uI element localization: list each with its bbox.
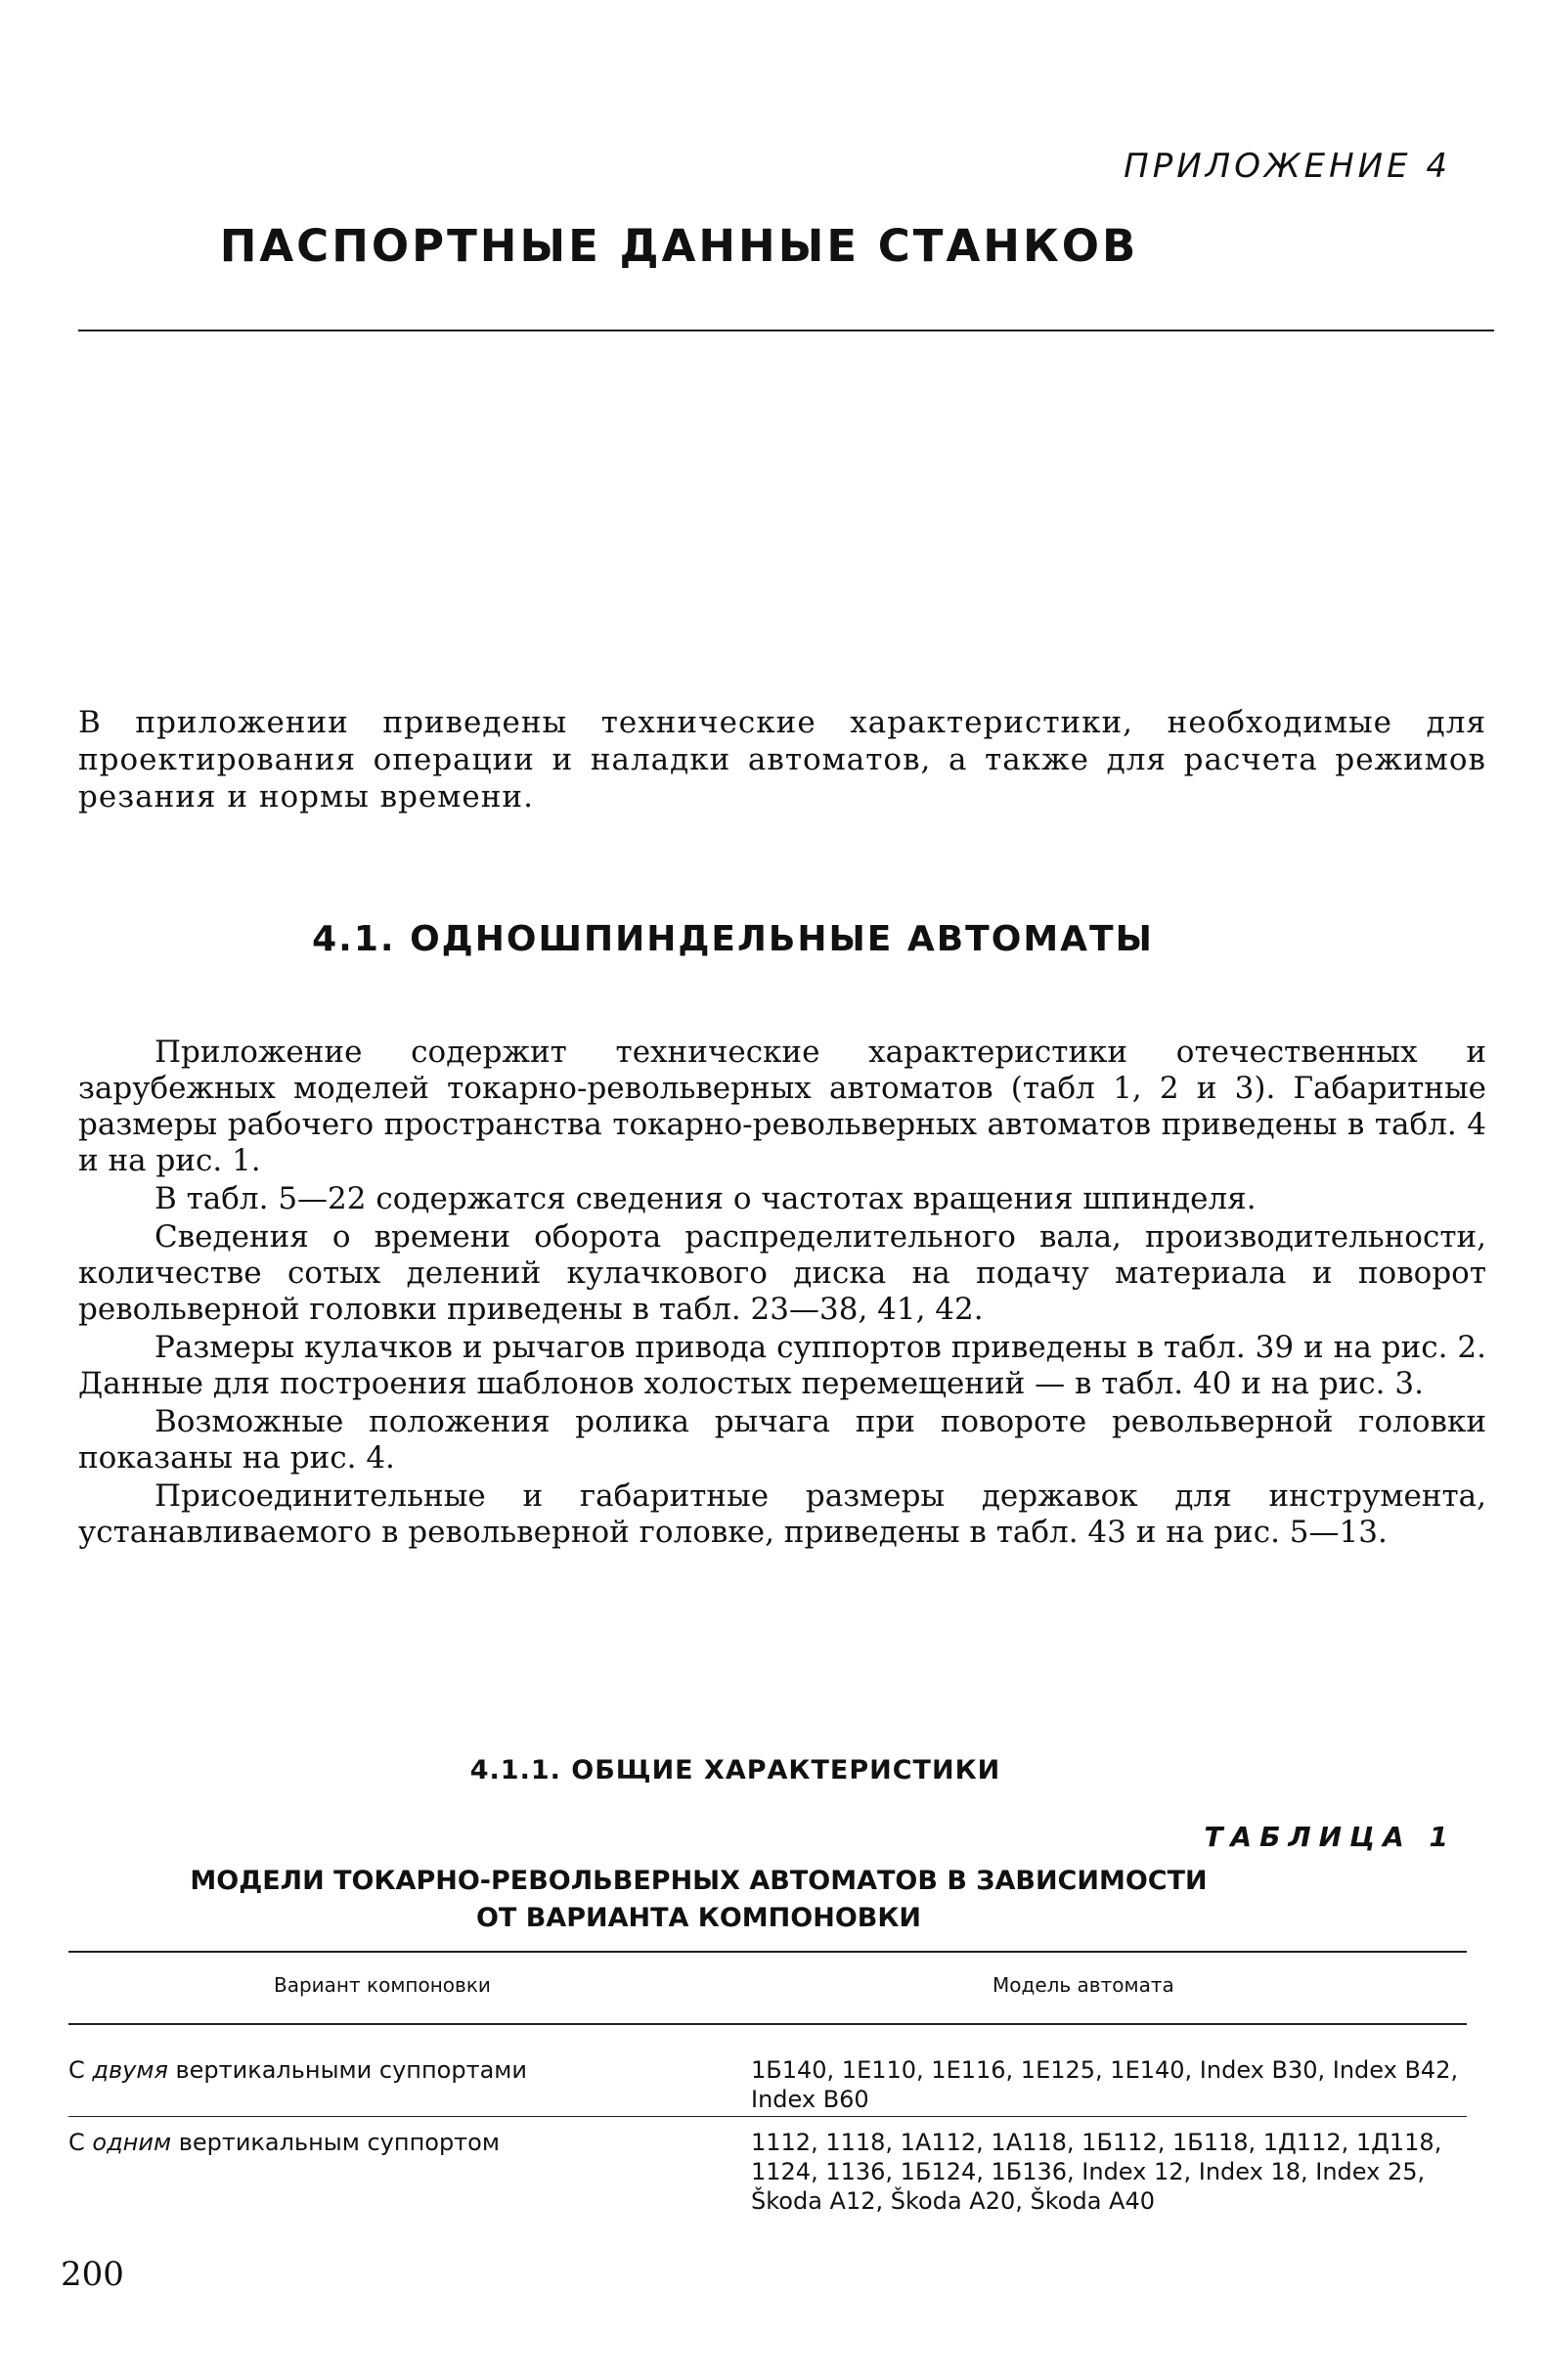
page-title: ПАСПОРТНЫЕ ДАННЫЕ СТАНКОВ <box>219 220 1139 272</box>
paragraph: Возможные положения ролика рычага при повороте револьверной головки показаны на рис. 4. <box>78 1404 1486 1476</box>
table-title-line: ОТ ВАРИАНТА КОМПОНОВКИ <box>475 1903 922 1933</box>
table-title <box>0 1863 1544 1937</box>
paragraph: Размеры кулачков и рычагов привода суппортов приведены в табл. 39 и на рис. 2. Данные для построения шаблонов холостых перемещений — в табл. 40 и на рис. 3. <box>78 1330 1486 1401</box>
paragraph: Приложение содержит технические характеристики отечественных и зарубежных моделей токарно-револьверных автоматов (табл 1, 2 и 3). Габаритные размеры рабочего пространства токарно-револьверных автоматов приведены в табл. 4 и на рис. 1. <box>78 1035 1486 1178</box>
intro-paragraph: В приложении приведены технические характеристики, необходимые для проектирования операции и наладки автоматов, а также для расчета режимов резания и нормы времени. <box>78 705 1486 815</box>
table-header-rule <box>68 2023 1467 2025</box>
table-title-line: МОДЕЛИ ТОКАРНО-РЕВОЛЬВЕРНЫХ АВТОМАТОВ В ЗАВИСИМОСТИ <box>190 1866 1208 1896</box>
table-row-variant: С одним вертикальным суппортом <box>68 2129 500 2156</box>
paragraph: Присоединительные и габаритные размеры державок для инструмента, устанавливаемого в револьверной головке, приведены в табл. 43 и на рис. 5—13. <box>78 1478 1486 1550</box>
table-row-models: 1Б140, 1Е110, 1Е116, 1Е125, 1Е140, Index В30, Index В42, Index В60 <box>751 2056 1459 2113</box>
table-label: ТАБЛИЦА 1 <box>1204 1821 1456 1853</box>
paragraph: В табл. 5—22 содержатся сведения о частотах вращения шпинделя. <box>154 1181 1257 1216</box>
table-row-rule <box>68 2116 1467 2117</box>
table-row-models: 1112, 1118, 1А112, 1А118, 1Б112, 1Б118, 1Д112, 1Д118, 1124, 1136, 1Б124, 1Б136, Index 12, Index 18, Index 25, Škoda A12, Škoda A20, Škoda A40 <box>751 2129 1442 2215</box>
table-header-model: Модель автомата <box>993 1973 1174 1997</box>
subsection-heading: 4.1.1. ОБЩИЕ ХАРАКТЕРИСТИКИ <box>469 1755 1001 1785</box>
page-number: 200 <box>61 2255 124 2294</box>
table-row-variant: С двумя вертикальными суппортами <box>68 2056 527 2084</box>
section-heading: 4.1. ОДНОШПИНДЕЛЬНЫЕ АВТОМАТЫ <box>312 919 1154 959</box>
body-text <box>78 1035 1486 1553</box>
title-divider <box>78 330 1494 331</box>
appendix-label: ПРИЛОЖЕНИЕ 4 <box>1124 147 1451 186</box>
table-header-variant: Вариант компоновки <box>274 1973 491 1997</box>
paragraph: Сведения о времени оборота распределительного вала, производительности, количестве сотых делений кулачкового диска на подачу материала и поворот револьверной головки приведены в табл. 23—38, 41, 42. <box>78 1219 1486 1327</box>
table-top-rule <box>68 1951 1467 1953</box>
